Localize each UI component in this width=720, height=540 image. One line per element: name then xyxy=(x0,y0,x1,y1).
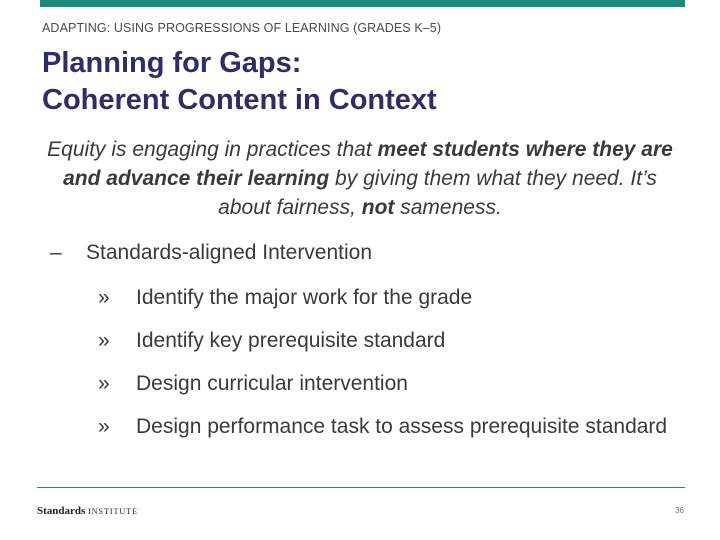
sub-bullet-text: Identify the major work for the grade xyxy=(136,286,473,309)
sub-bullet xyxy=(98,412,678,442)
dash-marker: – xyxy=(50,241,62,264)
chevron-marker: » xyxy=(98,329,110,352)
quote-bold-1: meet students where they are and advance their learning xyxy=(63,138,673,190)
quote-part-2: by giving them what they need. It’s about fairness, xyxy=(218,167,657,219)
logo-bold-text: Standards xyxy=(37,505,86,517)
quote-bold-2: not xyxy=(361,196,395,219)
standards-institute-logo xyxy=(37,505,138,517)
sub-bullet-text: Design curricular intervention xyxy=(136,372,408,395)
title-line-1: Planning for Gaps: xyxy=(42,47,302,79)
bullet-level-1 xyxy=(50,238,372,267)
slide-title xyxy=(42,45,437,119)
sub-bullet-text: Identify key prerequisite standard xyxy=(136,329,446,352)
sub-bullet xyxy=(98,326,678,356)
title-line-2: Coherent Content in Context xyxy=(42,84,437,116)
sub-bullet xyxy=(98,369,678,399)
bullet-level-1-text: Standards-aligned Intervention xyxy=(86,241,373,264)
logo-small-text: INSTITUTE xyxy=(88,507,138,516)
section-kicker: ADAPTING: USING PROGRESSIONS OF LEARNING (GRADES K–5) xyxy=(42,21,442,35)
chevron-marker: » xyxy=(98,415,110,438)
footer-divider xyxy=(37,487,685,488)
chevron-marker: » xyxy=(98,372,110,395)
chevron-marker: » xyxy=(98,286,110,309)
equity-quote xyxy=(40,135,680,222)
quote-part-3: sameness. xyxy=(394,196,502,219)
page-number: 36 xyxy=(675,506,684,515)
sub-bullet-text: Design performance task to assess prerequisite standard xyxy=(136,415,668,438)
top-accent-bar xyxy=(40,0,685,7)
quote-part-1: Equity is engaging in practices that xyxy=(47,138,378,161)
sub-bullet xyxy=(98,283,678,313)
